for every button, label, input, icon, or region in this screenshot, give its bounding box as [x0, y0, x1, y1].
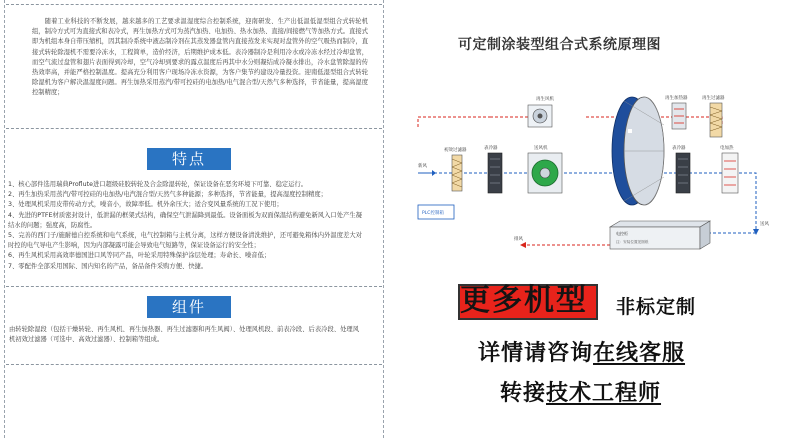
- divider: [6, 286, 382, 287]
- regen-heater-label: 再生加热器: [665, 96, 688, 101]
- desiccant-rotor-icon: [612, 97, 664, 205]
- feature-item: 7、零配件全部采用国际、国内知名的产品，备品备件采购方便、快捷。: [8, 262, 208, 270]
- regen-fan-label: 再生风机: [536, 97, 554, 102]
- precool-coil-icon: [488, 153, 502, 193]
- bottom-divider: [6, 364, 382, 365]
- transfer-prefix: 转接: [500, 381, 547, 406]
- features-heading: 特点: [147, 148, 231, 170]
- process-filter-icon: [452, 155, 462, 191]
- divider: [6, 128, 382, 129]
- electric-heater-label: 电加热: [720, 146, 734, 151]
- arrow-icon: [432, 170, 436, 176]
- precool-coil-label: 表冷器: [484, 146, 498, 151]
- system-schematic: [410, 55, 790, 265]
- features-list: [8, 180, 362, 272]
- feature-item: 3、处理风机采用皮带传动方式，噪音小，故障率低。机外余压大；适合变风量系统的工况下使用；: [8, 201, 283, 209]
- electric-heater-icon: [722, 153, 738, 193]
- process-filter-label: 初效过滤器: [444, 148, 467, 153]
- feature-item: 6、再生风机采用高效率德国进口风等同产品，叶轮采用特殊保护涂层处理；寿命长、噪音低；: [8, 252, 271, 260]
- intro-paragraph: 随着工业科技的不断发展，越来越多的工艺要求温湿度综合控制系统，迎南研发、生产出低温低湿型组合式转轮机组，制冷方式可为直接式和表冷式，再生加热方式可为蒸汽加热、电加热、热水加热、直接/间接燃气等加热方式。直接式即为机组本身自带压缩机，因其制冷系统中液态制冷剂在其蒸发器盘管内直接蒸发来实现对盘管外的空气吸热而制冷，直接式转轮除湿机不需要冷冻水，工程简单，造价经济，后期维护成本低。表冷器制冷是利用冷水或冷冻水经过冷却盘管，而空气流过盘管和翅片表面得到冷却，空气冷却到要求的露点温度后再其中水分则凝结成冷凝水排出，冷水盘管除湿的传热效率高，并能严格控制温度。提高充分利用客户现场冷冻水资源，为客户集节约建设冷量投资。迎南低湿型组合式转轮除湿机为客户解决温湿度问题。再生加热采用蒸汽/带可控硅的电加热/电气混合型/天然气多种选择，节省能量，提高湿度控制精度；: [32, 18, 368, 97]
- left-border: [4, 0, 5, 438]
- exhaust-label: 排风: [514, 237, 523, 242]
- online-service-link[interactable]: 在线客服: [593, 341, 686, 366]
- product-description-panel: [0, 0, 390, 438]
- process-fan-label: 送风机: [534, 146, 548, 151]
- feature-item: 1、核心部件选用瑞典Proflute进口超级硅胶转轮及合金除湿转轮，保证设备在恶劣环境下可靠、稳定运行。: [8, 181, 308, 188]
- process-fan-icon: [528, 153, 562, 193]
- more-models-text: 更多机型: [460, 283, 588, 318]
- feature-item: 5、完善的西门子/施耐德自控系统和电气系统，电气控制箱与主机分离，这样方便设备清洗维护，还可避免箱体内外温度差大对时控的电气导电产生影响，因为内部凝露可能会导致电气短路等，保证设备运行的安全性；: [8, 232, 362, 250]
- cabinet-label: 电控柜: [616, 231, 628, 236]
- system-diagram-panel: [390, 0, 790, 438]
- transfer-line: [500, 376, 661, 407]
- feature-item: 2、再生加热采用蒸汽/带可控硅的电加热/电汽混合型/天然气多种能源；多种选择，节省能量，提高湿度控制精度；: [8, 191, 327, 199]
- after-coil-icon: [676, 153, 690, 193]
- arrow-icon: [520, 242, 526, 248]
- regen-heater-icon: [672, 103, 686, 129]
- arrow-icon: [753, 229, 759, 235]
- consult-line: [478, 336, 685, 367]
- components-heading: 组件: [147, 296, 231, 318]
- after-coil-label: 表冷器: [672, 146, 686, 151]
- right-border: [383, 0, 384, 438]
- regen-filter-icon: [710, 103, 722, 137]
- regen-filter-label: 再生过滤器: [702, 96, 725, 101]
- cabinet-note: 注：安装位置见图纸: [616, 240, 649, 244]
- supply-air-label: 送风: [760, 222, 769, 227]
- plc-label: PLC控制箱: [422, 211, 444, 216]
- components-paragraph: 由转轮除湿段（包括干燥转轮、再生风机、再生加热器、再生过滤器和再生风阀）、处理风机段、前表冷段、后表冷段、处理风机初效过滤器（可选中、高效过滤器）、控制箱等组成。: [9, 326, 359, 344]
- engineer-link[interactable]: 技术工程师: [546, 381, 662, 406]
- regen-fan-icon: [528, 105, 552, 127]
- fresh-air-label: 新风: [418, 164, 427, 169]
- top-divider: [6, 4, 382, 5]
- diagram-title: 可定制涂装型组合式系统原理图: [458, 37, 661, 53]
- consult-prefix: 详情请咨询: [478, 341, 594, 366]
- feature-item: 4、先进的PTFE材质密封设计，低泄漏的框架式结构，确保空气泄漏降到最低。设备面板为双面保温结构避免新风入口处产生凝结水的问题；强度高，防腐性。: [8, 211, 362, 229]
- non-standard-text: 非标定制: [616, 296, 697, 318]
